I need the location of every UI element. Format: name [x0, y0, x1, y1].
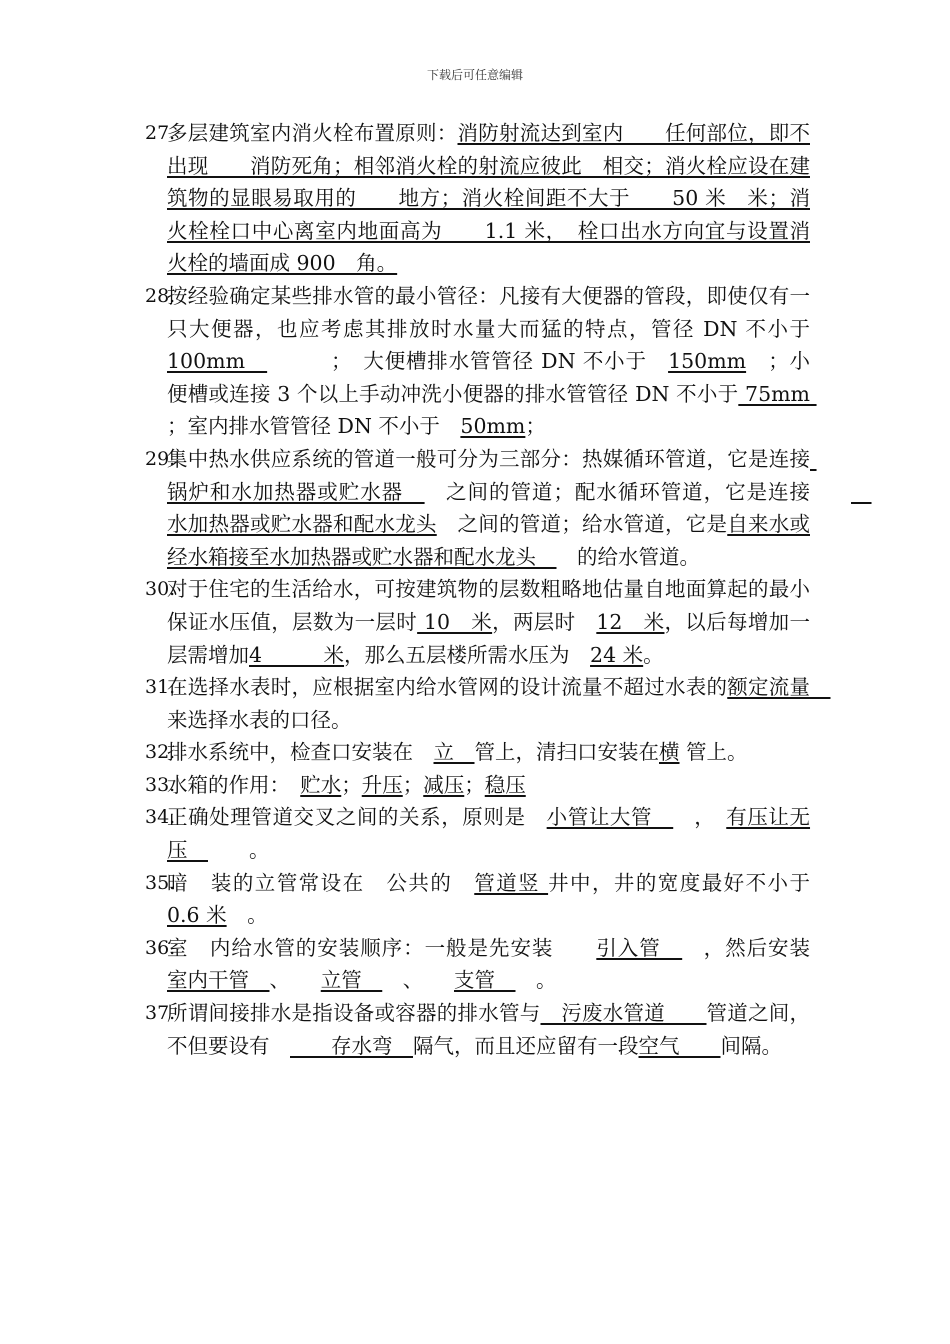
question-text: 排水系统中，检查口安装在 [167, 740, 434, 765]
question-number: 27. [145, 122, 176, 144]
question-text: 室 内给水管的安装顺序：一般是先安装 [167, 935, 597, 960]
question-item [145, 736, 810, 769]
question-number: 31. [145, 676, 176, 699]
answer-blank: 存水弯 [290, 1033, 413, 1058]
question-list [145, 117, 872, 1062]
answer-blank: 贮水 [300, 772, 342, 797]
question-text: ，那么五层楼所需水压为 [344, 642, 591, 667]
question-text: 正确处理管道交叉之间的关系，原则是 [167, 805, 547, 830]
question-text: 集中热水供应系统的管道一般可分为三部分：热媒循环管道，它是连接 [167, 446, 810, 471]
question-number: 34. [145, 806, 176, 829]
question-text: 在选择水表时，应根据室内给水管网的设计流量不超过水表的 [167, 675, 728, 700]
answer-blank: 10 米 [417, 609, 493, 634]
question-text: ， [673, 805, 727, 830]
question-text: 所谓间接排水是指设备或容器的排水管与 [167, 1001, 541, 1026]
answer-blank: 水加热器或贮水器和配水龙头 [167, 479, 872, 537]
answer-blank: 额定流量 [727, 675, 831, 700]
answer-blank: 锅炉和水加热器或贮水器 [167, 446, 817, 504]
question-item [145, 671, 851, 736]
question-text: 多层建筑室内消火栓布置原则： [167, 121, 458, 145]
question-number: 28. [145, 284, 176, 307]
question-item [145, 280, 831, 443]
question-text: ； [341, 772, 362, 797]
question-item [145, 117, 810, 280]
question-text: 井中，井的宽度最好不小于 [548, 870, 831, 895]
question-text: 。 [515, 968, 557, 993]
question-text: 对于住宅的生活给水，可按建筑物的层数粗略地估量自地面算起的最小保证水压值，层数为一层时 [167, 577, 810, 634]
question-item [145, 443, 872, 573]
page-header: 下载后可任意编辑 [426, 68, 523, 82]
question-text: ； [525, 414, 546, 439]
answer-blank: 150mm [668, 349, 747, 374]
question-text: 的给水管道。 [556, 544, 700, 569]
question-text: 之间的管道；配水循环管道，它是连接 [424, 479, 852, 504]
answer-blank: 50mm [460, 414, 526, 439]
answer-blank: 管道竖 [474, 870, 549, 895]
question-text: ； [402, 772, 424, 797]
answer-blank: 0.6 米 [167, 903, 227, 928]
question-text: 管上，清扫口安装在 [474, 740, 659, 765]
answer-blank: 室内干管 [167, 968, 270, 993]
question-item [145, 801, 810, 866]
question-text: 管上。 [679, 740, 748, 765]
answer-blank: 自来水或经水箱接至水加热器或贮水器和配水龙头 [167, 512, 810, 569]
question-number: 35. [145, 871, 176, 894]
question-number: 32. [145, 741, 176, 764]
answer-blank: 75mm [738, 381, 817, 406]
question-text: ； [464, 772, 485, 797]
question-number: 33. [145, 773, 176, 796]
answer-blank: 引入管 [596, 935, 683, 960]
answer-blank: 升压 [361, 772, 403, 797]
answer-blank: 污废水管道 [540, 1001, 707, 1026]
answer-blank: 24 米 [590, 642, 644, 667]
question-item [145, 997, 810, 1062]
answer-blank: 100mm [167, 349, 268, 374]
question-item [145, 573, 810, 671]
question-text: ，然后安装 [682, 935, 852, 960]
question-number: 37. [145, 1002, 176, 1025]
answer-blank: 横 [659, 740, 680, 765]
question-text: 来选择水表的口径。 [167, 675, 851, 732]
question-text: 之间的管道；给水管道，它是 [436, 512, 728, 537]
question-text: 。 [643, 642, 664, 667]
answer-blank: 立 [433, 740, 475, 765]
answer-blank: 12 米 [596, 609, 665, 634]
answer-blank: 4 米 [249, 642, 345, 667]
question-text: 、 [269, 968, 321, 993]
question-text: 。 [226, 903, 268, 928]
answer-blank: 减压 [423, 772, 465, 797]
question-text: ，两层时 [492, 609, 597, 634]
question-text: 管道之间，不但要设有 [167, 1001, 810, 1058]
question-text: ； 大便槽排水管管径 DN 不小于 [267, 349, 669, 374]
question-text: 隔气，而且还应留有一段 [413, 1033, 639, 1058]
question-text: 按经验确定某些排水管的最小管径：凡接有大便器的管段，即使仅有一只大便器，也应考虑其排放时水量大而猛的特点，管径 DN 不小于 [167, 283, 831, 341]
answer-blank: 立管 [320, 968, 383, 993]
answer-blank: 空气 [638, 1033, 721, 1058]
question-text: 暗 装的立管常设在 公共的 [167, 870, 475, 895]
question-text: 水箱的作用： [167, 772, 301, 797]
answer-blank: 支管 [454, 968, 516, 993]
question-text: 。 [208, 838, 270, 863]
answer-blank: 消防射流达到室内 任何部位，即不出现 消防死角；相邻消火栓的射流应彼此 相交；消火栓应设在建筑物的显眼易取用的 地方；消火栓间距不大于 50 米 米；消火栓栓口中心离室内地面高为 1.1 米， 栓口出水方向宜与设置消火栓的墙面成 900 角。 [167, 121, 810, 276]
question-item [145, 769, 810, 802]
question-number: 36. [145, 936, 176, 959]
question-item [145, 867, 831, 932]
answer-blank: 小管让大管 [546, 805, 674, 830]
answer-blank: 有压让无压 [167, 805, 811, 863]
question-item [145, 932, 852, 997]
question-text: 间隔。 [720, 1033, 782, 1058]
answer-blank: 稳压 [484, 772, 526, 797]
question-number: 29. [145, 447, 176, 470]
question-text: ，以后每增加一层需增加 [167, 609, 811, 667]
question-text: 、 [382, 968, 454, 993]
question-text: ；室内排水管管径 DN 不小于 [167, 414, 461, 439]
question-number: 30. [145, 578, 176, 601]
question-text: ；小便槽或连接 3 个以上手动冲洗小便器的排水管管径 DN 不小于 [167, 349, 811, 406]
